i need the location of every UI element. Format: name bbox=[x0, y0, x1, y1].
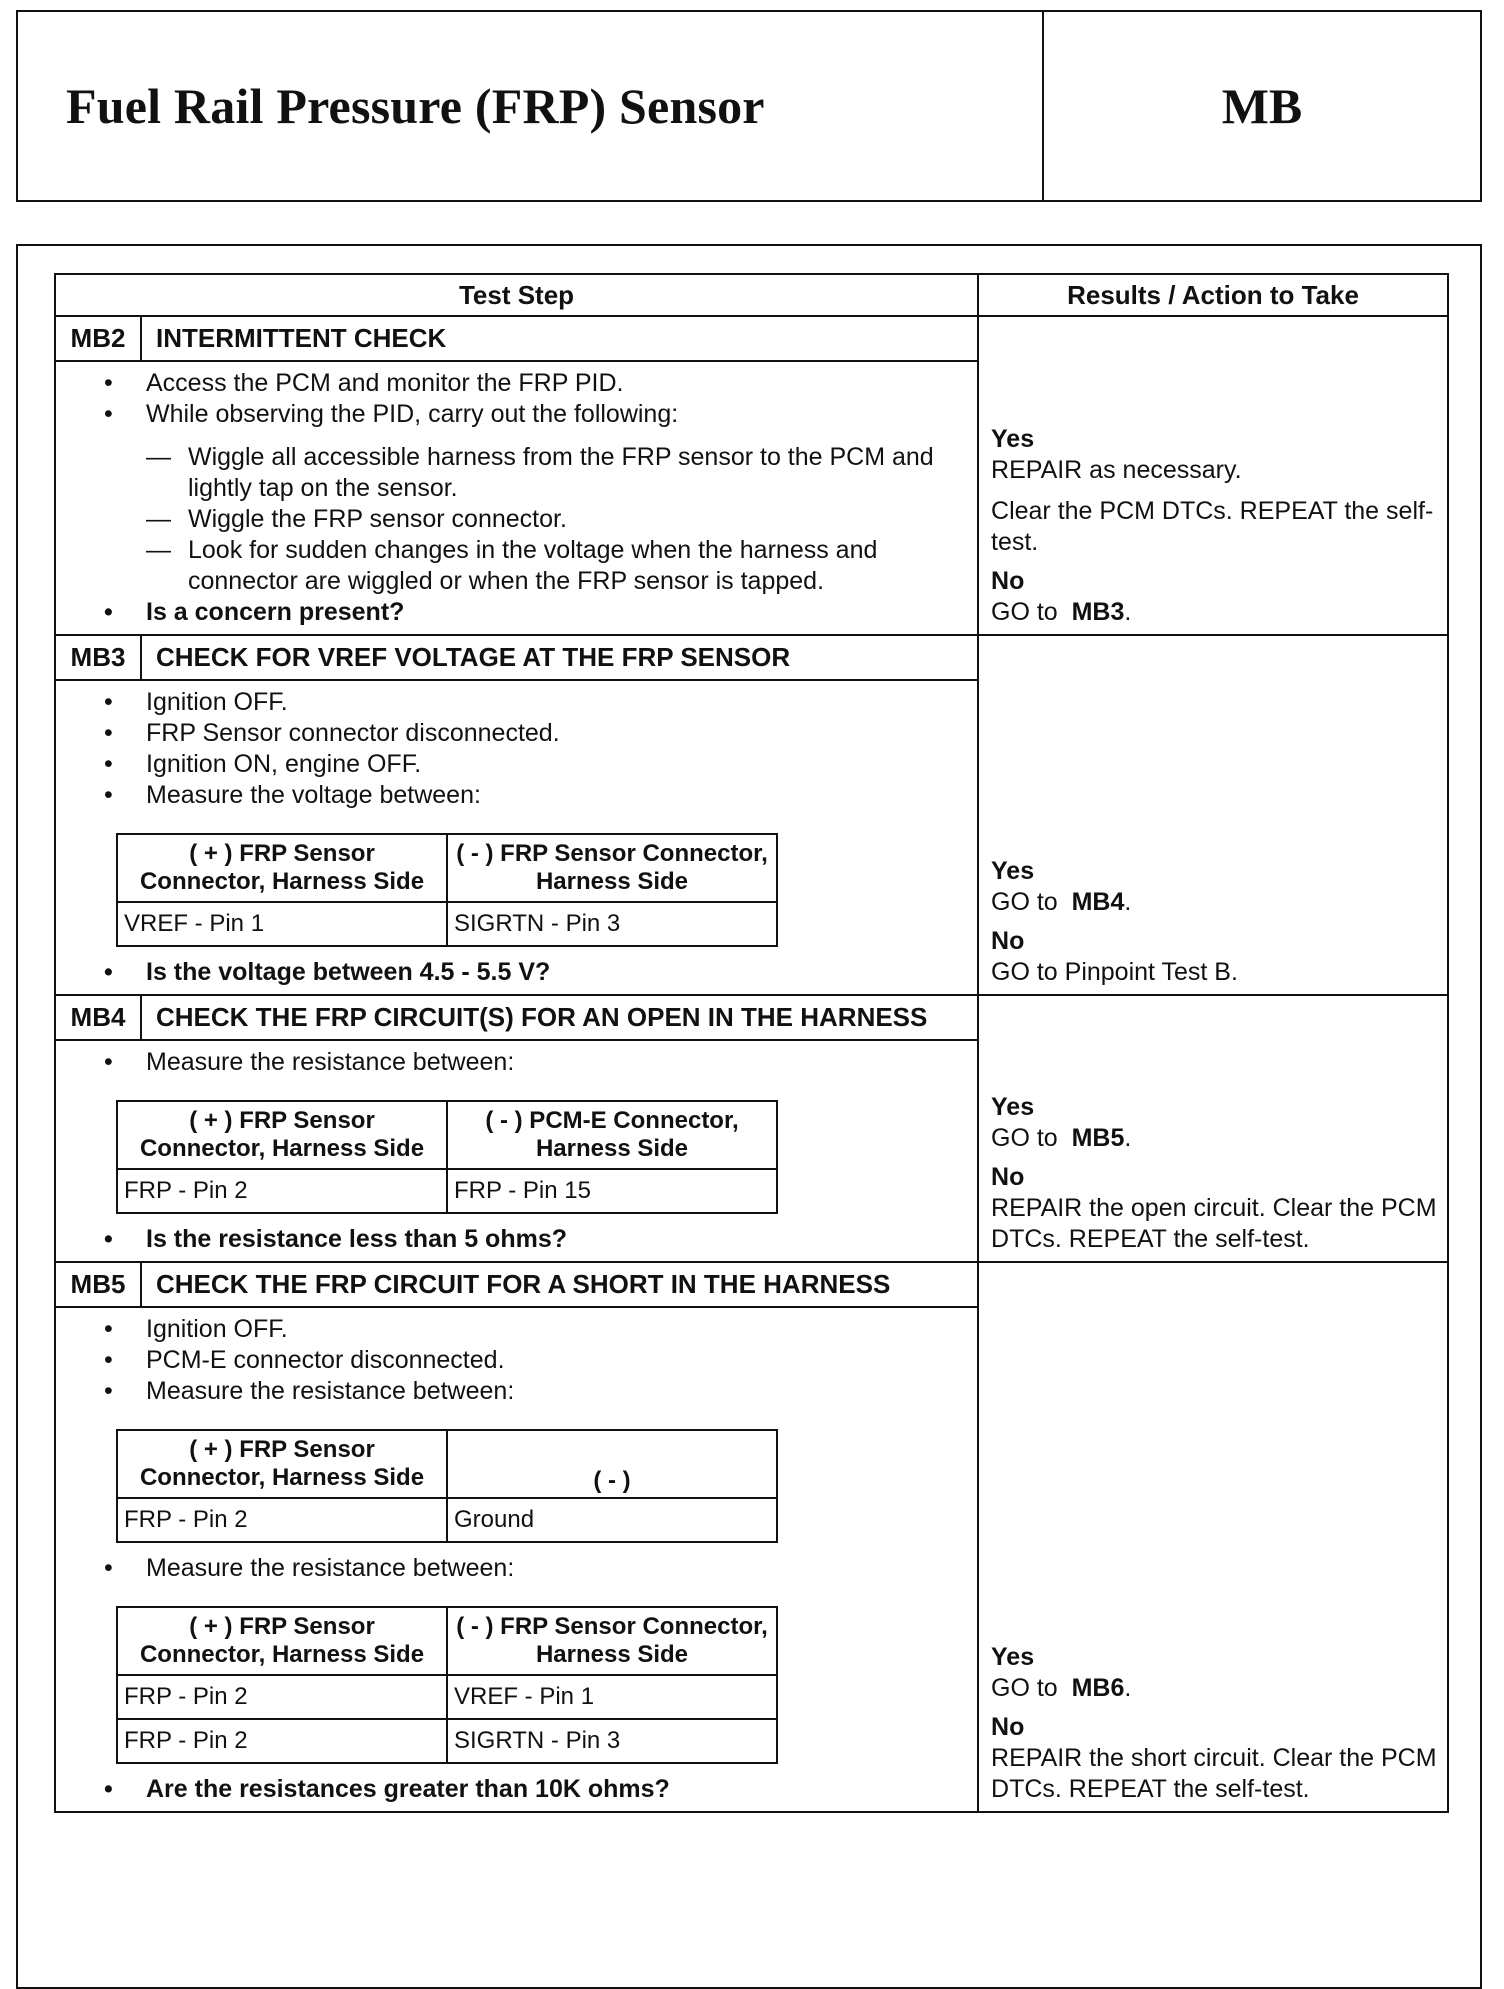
list-item: • PCM-E connector disconnected. bbox=[146, 1345, 967, 1376]
table-header-cell: ( - ) FRP Sensor Connector, Harness Side bbox=[447, 834, 777, 902]
step-title: CHECK FOR VREF VOLTAGE AT THE FRP SENSOR bbox=[141, 635, 978, 680]
table-header-cell: ( + ) FRP Sensor Connector, Harness Side bbox=[117, 1101, 447, 1169]
yes-action bbox=[991, 1123, 1437, 1154]
list-item: • FRP Sensor connector disconnected. bbox=[146, 718, 967, 749]
table-cell: FRP - Pin 2 bbox=[117, 1675, 447, 1719]
list-item: • While observing the PID, carry out the following: bbox=[146, 399, 967, 430]
list-item: • Access the PCM and monitor the FRP PID. bbox=[146, 368, 967, 399]
yes-action-prefix: GO to bbox=[991, 1124, 1058, 1152]
table-cell: Ground bbox=[447, 1498, 777, 1542]
table-row bbox=[117, 1675, 777, 1719]
table-cell: FRP - Pin 2 bbox=[117, 1719, 447, 1763]
table-cell: FRP - Pin 15 bbox=[447, 1169, 777, 1213]
step-question: • Is the voltage between 4.5 - 5.5 V? bbox=[146, 957, 967, 988]
step-mb3-body bbox=[55, 680, 978, 995]
table-header-cell: ( + ) FRP Sensor Connector, Harness Side bbox=[117, 1430, 447, 1498]
table-cell: SIGRTN - Pin 3 bbox=[447, 1719, 777, 1763]
list-item: • Ignition OFF. bbox=[146, 687, 967, 718]
list-item: • Measure the resistance between: bbox=[146, 1047, 967, 1078]
list-item: — Look for sudden changes in the voltage when the harness and connector are wiggled or when the FRP sensor is tapped. bbox=[146, 535, 967, 597]
yes-action-2: Clear the PCM DTCs. REPEAT the self-test. bbox=[991, 497, 1434, 556]
step-mb2-title-row bbox=[55, 316, 1448, 361]
page-header bbox=[16, 10, 1482, 202]
step-mb4-result bbox=[978, 995, 1448, 1262]
yes-action-prefix: GO to bbox=[991, 1674, 1058, 1702]
no-action bbox=[991, 597, 1437, 628]
step-title: CHECK THE FRP CIRCUIT(S) FOR AN OPEN IN THE HARNESS bbox=[141, 995, 978, 1040]
test-step-table bbox=[54, 273, 1449, 1813]
table-header-cell: ( - ) bbox=[447, 1430, 777, 1498]
yes-label: Yes bbox=[991, 425, 1035, 453]
step-mb4-title-row bbox=[55, 995, 1448, 1040]
yes-action-suffix: . bbox=[1124, 888, 1132, 916]
table-cell: VREF - Pin 1 bbox=[117, 902, 447, 946]
table-header-cell: ( + ) FRP Sensor Connector, Harness Side bbox=[117, 1607, 447, 1675]
step-id: MB2 bbox=[55, 316, 141, 361]
table-cell: FRP - Pin 2 bbox=[117, 1498, 447, 1542]
step-id: MB4 bbox=[55, 995, 141, 1040]
step-mb5-result bbox=[978, 1262, 1448, 1812]
no-action: REPAIR the short circuit. Clear the PCM DTCs. REPEAT the self-test. bbox=[991, 1744, 1437, 1803]
no-label: No bbox=[991, 927, 1025, 955]
no-label: No bbox=[991, 1713, 1025, 1741]
table-cell: FRP - Pin 2 bbox=[117, 1169, 447, 1213]
table-header-cell: ( + ) FRP Sensor Connector, Harness Side bbox=[117, 834, 447, 902]
yes-action-suffix: . bbox=[1124, 1674, 1132, 1702]
step-title: CHECK THE FRP CIRCUIT FOR A SHORT IN THE HARNESS bbox=[141, 1262, 978, 1307]
table-row bbox=[117, 1498, 777, 1542]
table-row bbox=[117, 1169, 777, 1213]
step-question: • Are the resistances greater than 10K ohms? bbox=[146, 1774, 967, 1805]
no-action: REPAIR the open circuit. Clear the PCM DTCs. REPEAT the self-test. bbox=[991, 1194, 1437, 1253]
yes-action-suffix: . bbox=[1124, 1124, 1132, 1152]
yes-action-ref: MB6 bbox=[1071, 1674, 1125, 1702]
list-item: • Ignition OFF. bbox=[146, 1314, 967, 1345]
table-row bbox=[117, 1719, 777, 1763]
col-header-results: Results / Action to Take bbox=[978, 274, 1448, 316]
table-row bbox=[117, 902, 777, 946]
no-label: No bbox=[991, 567, 1025, 595]
yes-label: Yes bbox=[991, 857, 1035, 885]
step-mb3-result bbox=[978, 635, 1448, 995]
step-mb4-body bbox=[55, 1040, 978, 1262]
step-mb3-title-row bbox=[55, 635, 1448, 680]
page-title: Fuel Rail Pressure (FRP) Sensor bbox=[66, 78, 765, 134]
table-header-cell: ( - ) FRP Sensor Connector, Harness Side bbox=[447, 1607, 777, 1675]
title-cell bbox=[18, 12, 1044, 200]
step-mb2-body bbox=[55, 361, 978, 635]
step-mb5-title-row bbox=[55, 1262, 1448, 1307]
measurement-table bbox=[116, 1606, 778, 1764]
list-item: • Measure the resistance between: bbox=[146, 1376, 967, 1407]
list-item: • Measure the resistance between: bbox=[146, 1553, 967, 1584]
table-header-cell: ( - ) PCM-E Connector, Harness Side bbox=[447, 1101, 777, 1169]
step-mb2-result bbox=[978, 316, 1448, 635]
table-cell: VREF - Pin 1 bbox=[447, 1675, 777, 1719]
measurement-table bbox=[116, 833, 778, 947]
yes-action-prefix: GO to bbox=[991, 888, 1058, 916]
list-item: • Measure the voltage between: bbox=[146, 780, 967, 811]
yes-action bbox=[991, 887, 1437, 918]
step-title: INTERMITTENT CHECK bbox=[141, 316, 978, 361]
content-frame bbox=[16, 244, 1482, 1989]
no-action-prefix: GO to bbox=[991, 598, 1058, 626]
yes-action bbox=[991, 1673, 1437, 1704]
step-question: • Is the resistance less than 5 ohms? bbox=[146, 1224, 967, 1255]
yes-action: REPAIR as necessary. bbox=[991, 456, 1242, 484]
measurement-table bbox=[116, 1429, 778, 1543]
measurement-table bbox=[116, 1100, 778, 1214]
section-code: MB bbox=[1221, 78, 1303, 134]
step-id: MB3 bbox=[55, 635, 141, 680]
no-label: No bbox=[991, 1163, 1025, 1191]
no-action-ref: MB3 bbox=[1071, 598, 1125, 626]
list-item: — Wiggle the FRP sensor connector. bbox=[146, 504, 967, 535]
yes-label: Yes bbox=[991, 1093, 1035, 1121]
no-action: GO to Pinpoint Test B. bbox=[991, 958, 1238, 986]
step-id: MB5 bbox=[55, 1262, 141, 1307]
step-mb5-body bbox=[55, 1307, 978, 1812]
list-item: — Wiggle all accessible harness from the FRP sensor to the PCM and lightly tap on the sensor. bbox=[146, 442, 967, 504]
table-header-row bbox=[55, 274, 1448, 316]
col-header-test-step: Test Step bbox=[55, 274, 978, 316]
yes-label: Yes bbox=[991, 1643, 1035, 1671]
yes-action-ref: MB5 bbox=[1071, 1124, 1125, 1152]
list-item: • Ignition ON, engine OFF. bbox=[146, 749, 967, 780]
no-action-suffix: . bbox=[1124, 598, 1132, 626]
yes-action-ref: MB4 bbox=[1071, 888, 1125, 916]
code-cell bbox=[1044, 12, 1480, 200]
step-question: • Is a concern present? bbox=[146, 597, 967, 628]
table-cell: SIGRTN - Pin 3 bbox=[447, 902, 777, 946]
